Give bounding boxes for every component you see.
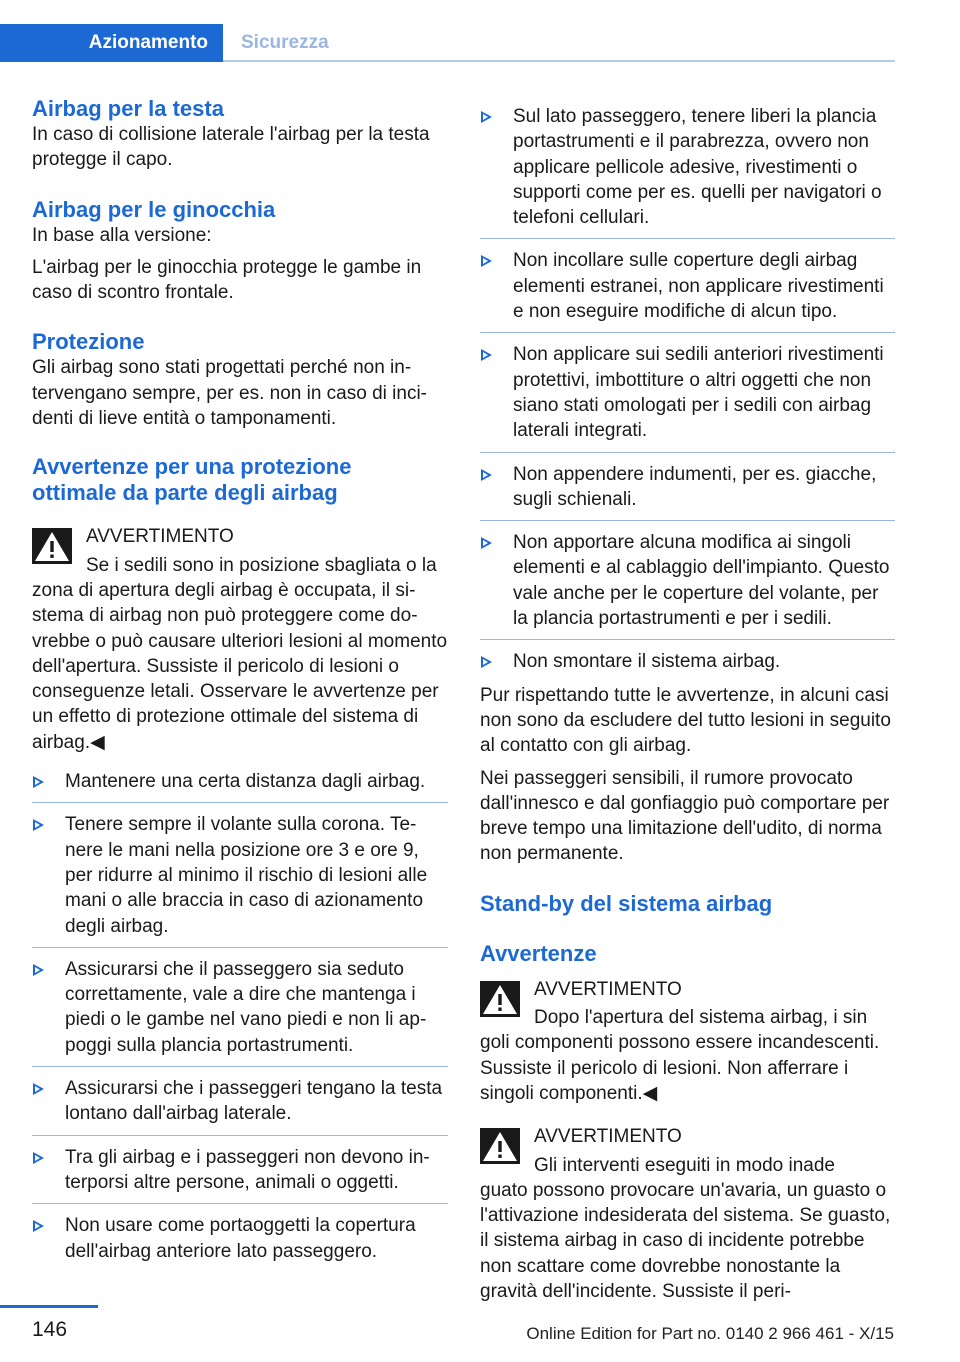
divider xyxy=(480,238,895,239)
list-item: Tra gli airbag e i passeggeri non devono interporsi altre persone, animali o oggetti. xyxy=(32,1145,448,1196)
heading-airbag-testa: Airbag per la testa xyxy=(32,96,224,121)
warning-title: AVVERTIMENTO xyxy=(534,978,682,1000)
divider xyxy=(480,332,895,333)
warning-title: AVVERTIMENTO xyxy=(534,1126,682,1148)
list-item: Assicurarsi che i passeggeri tengano la testa lontano dall'airbag laterale. xyxy=(32,1076,448,1127)
warning-triangle-icon xyxy=(32,528,72,564)
list-item: Non appendere indumenti, per es. giacche, sugli schienali. xyxy=(480,462,895,513)
heading-avvertenze: Avvertenze xyxy=(480,940,597,966)
page-number: 146 xyxy=(32,1318,68,1341)
heading-avvertenze-line2: ottimale da parte degli airbag xyxy=(32,480,338,506)
text-in-base-versione: In base alla versione: xyxy=(32,224,212,246)
warning-block xyxy=(480,1124,895,1178)
warning-block xyxy=(32,524,448,578)
bullet-list-left xyxy=(32,769,448,1264)
bullet-triangle-icon xyxy=(33,1220,44,1232)
warning-triangle-icon xyxy=(480,1128,520,1164)
bullet-triangle-icon xyxy=(33,964,44,976)
warning-text: guato possono provocare un'avaria, un guasto o l'attivazione indesiderata del sistema. Se guasto, il sistema airbag in caso di incidente potrebbe non scattare come dovrebbe nonostante la gravità dell'incidente. Sussiste il peri- xyxy=(480,1179,891,1302)
bullet-triangle-icon xyxy=(481,111,492,123)
list-item: Non applicare sui sedili anteriori rivestimenti protettivi, imbottiture o altri oggetti che non siano stati omologati per i sedili con airbag laterali integrati. xyxy=(480,342,895,443)
bullet-triangle-icon xyxy=(33,819,44,831)
warning-first-line: Se i sedili sono in posizione sbagliata o la xyxy=(86,554,437,576)
warning-block xyxy=(480,977,895,1031)
warning-text: zona di apertura degli airbag è occupata, il sistema di airbag non può proteggere come dovrebbe o può causare ulteriori lesioni al momento dell'apertura. Sussiste il pericolo di lesioni o conseguenze letali. Osservare le avvertenze per un effetto di protezione ottimale del sistema di airbag.◀ xyxy=(32,579,448,753)
warning-title: AVVERTIMENTO xyxy=(86,526,234,548)
divider xyxy=(480,520,895,521)
list-item: Non usare come portaoggetti la copertura dell'airbag anteriore lato passeggero. xyxy=(32,1213,448,1264)
list-item: Non smontare il sistema airbag. xyxy=(480,649,895,674)
heading-airbag-ginocchia: Airbag per le ginocchia xyxy=(32,196,276,222)
list-item: Non apportare alcuna modifica ai singoli elementi e al cablaggio dell'impianto. Questo vale anche per le coperture del volante, per la plancia portastrumenti e per i sedili. xyxy=(480,530,895,631)
tab-sicurezza[interactable]: Sicurezza xyxy=(241,32,329,53)
list-item: Tenere sempre il volante sulla corona. Tenere le mani nella posizione ore 3 e ore 9, per ridurre al minimo il rischio di lesioni alle mani o alle braccia in caso di azionamento degli airbag. xyxy=(32,812,448,938)
list-item: Mantenere una certa distanza dagli airbag. xyxy=(32,769,448,794)
bullet-triangle-icon xyxy=(481,255,492,267)
divider xyxy=(32,802,448,803)
bullet-triangle-icon xyxy=(481,469,492,481)
warning-first-line: Dopo l'apertura del sistema airbag, i sin xyxy=(534,1007,868,1029)
list-item: Sul lato passeggero, tenere liberi la plancia portastrumenti e il parabrezza, ovvero non applicare pellicole adesive, rivestimenti o supporti come per es. quelli per navigatori o telefoni cellulari. xyxy=(480,104,895,230)
warning-first-line: Gli interventi eseguiti in modo inade xyxy=(534,1154,836,1176)
list-item: Non incollare sulle coperture degli airbag elementi estranei, non applicare rivestimenti e non eseguire modifiche di alcun tipo. xyxy=(480,248,895,324)
right-column xyxy=(480,104,895,1304)
divider xyxy=(32,1066,448,1067)
chapter-tabs xyxy=(0,0,895,62)
list-item: Assicurarsi che il passeggero sia seduto correttamente, vale a dire che mantenga i piedi o le gambe nel vano piedi e non li appoggi sulla plancia portastrumenti. xyxy=(32,957,448,1058)
bullet-triangle-icon xyxy=(481,537,492,549)
divider xyxy=(32,1135,448,1136)
divider xyxy=(480,452,895,453)
heading-avvertenze-line1: Avvertenze per una protezione xyxy=(32,454,352,480)
text-airbag-testa: In caso di collisione laterale l'airbag per la testa protegge il capo. xyxy=(32,124,430,171)
tab-azionamento[interactable]: Azionamento xyxy=(0,24,223,62)
divider xyxy=(32,947,448,948)
text-pur-rispettando: Pur rispettando tutte le avvertenze, in alcuni casi non sono da escludere del tutto lesioni in seguito al contatto con gli airbag. xyxy=(480,684,891,757)
heading-protezione: Protezione xyxy=(32,329,145,355)
bullet-triangle-icon xyxy=(33,1152,44,1164)
bullet-triangle-icon xyxy=(481,349,492,361)
edition-footer: Online Edition for Part no. 0140 2 966 461 - X/15 xyxy=(526,1324,894,1343)
left-column xyxy=(32,96,448,1264)
bullet-triangle-icon xyxy=(33,776,44,788)
header-rule xyxy=(223,60,895,62)
text-protezione: Gli airbag sono stati progettati perché non intervengano sempre, per es. non in caso di incidenti di lieve entità o tamponamenti. xyxy=(32,357,427,430)
text-passeggeri-sensibili: Nei passeggeri sensibili, il rumore provocato dall'innesco e dal gonfiaggio può comportare per breve tempo una limitazione dell'udito, di norma non permanente. xyxy=(480,767,890,865)
divider xyxy=(480,639,895,640)
bullet-triangle-icon xyxy=(33,1083,44,1095)
warning-triangle-icon xyxy=(480,981,520,1017)
warning-text: goli componenti possono essere incandescenti. Sussiste il pericolo di lesioni. Non afferrare i singoli componenti.◀ xyxy=(480,1032,880,1104)
divider xyxy=(32,1203,448,1204)
bullet-list-right xyxy=(480,104,895,675)
text-airbag-ginocchia: L'airbag per le ginocchia protegge le gambe in caso di scontro frontale. xyxy=(32,256,422,304)
heading-standby-airbag: Stand-by del sistema airbag xyxy=(480,890,773,916)
bullet-triangle-icon xyxy=(481,656,492,668)
footer-rule xyxy=(0,1305,98,1308)
